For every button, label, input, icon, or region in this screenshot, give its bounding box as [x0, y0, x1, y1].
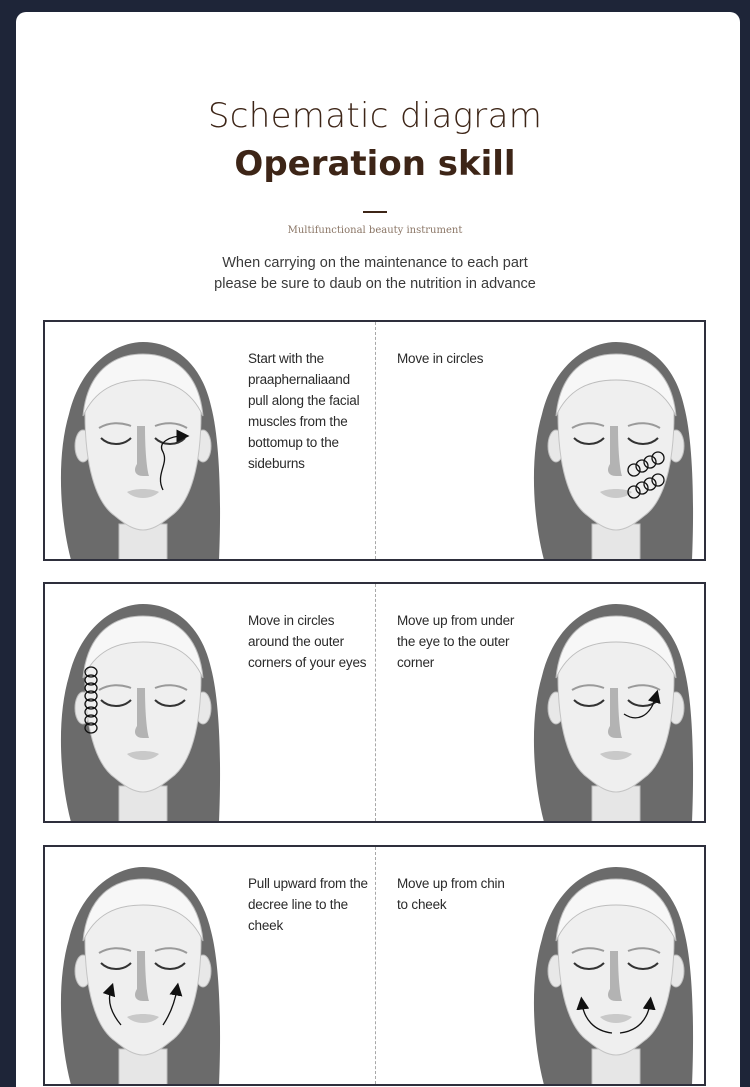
- face-illustration-eye-circles: [51, 586, 227, 822]
- instruction-panel-2: [43, 582, 706, 823]
- intro-line-2: please be sure to daub on the nutrition in advance: [214, 276, 536, 292]
- product-tagline: Multifunctional beauty instrument: [287, 225, 463, 236]
- step-text: Move up from chin to cheek: [397, 876, 505, 912]
- title-divider: [363, 211, 387, 213]
- instruction-panel-3: [43, 845, 706, 1086]
- panel-divider: [375, 584, 376, 821]
- page-subtitle: Operation skill: [234, 144, 516, 184]
- page-title: Schematic diagram: [207, 96, 543, 136]
- face-illustration-pull-up: [51, 324, 227, 560]
- intro-text: [0, 253, 750, 295]
- instruction-panel-1: [43, 320, 706, 561]
- step-text: Move up from under the eye to the outer corner: [397, 613, 515, 670]
- face-illustration-chin-to-cheek: [524, 849, 700, 1085]
- intro-line-1: When carrying on the maintenance to each part: [222, 255, 528, 271]
- step-text: Move in circles around the outer corners of your eyes: [248, 613, 367, 670]
- panel-divider: [375, 847, 376, 1084]
- step-text: Move in circles: [397, 351, 484, 366]
- face-illustration-under-eye: [524, 586, 700, 822]
- face-illustration-nasolabial-pull: [51, 849, 227, 1085]
- panel-divider: [375, 322, 376, 559]
- step-text: Pull upward from the decree line to the cheek: [248, 876, 368, 933]
- face-illustration-cheek-circles: [524, 324, 700, 560]
- step-text: Start with the praaphernaliaand pull along the facial muscles from the bottomup to the sideburns: [248, 351, 360, 471]
